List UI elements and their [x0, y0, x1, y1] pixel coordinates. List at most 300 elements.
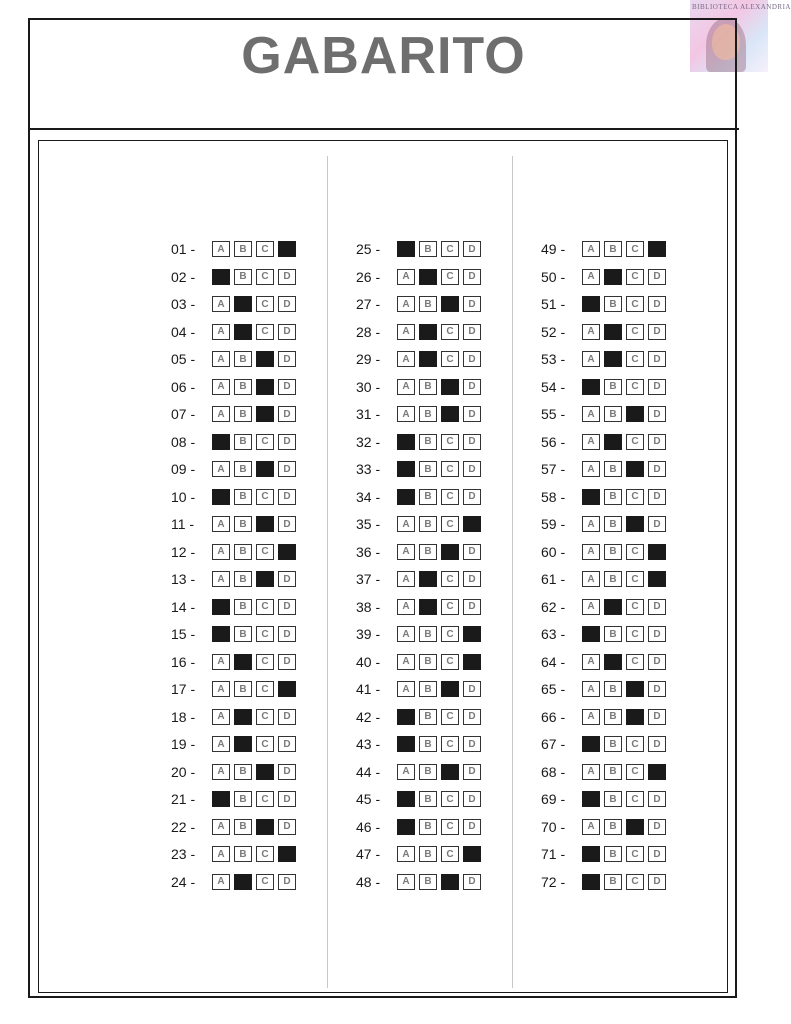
answer-options	[397, 241, 481, 257]
answer-box-c: C	[256, 681, 274, 697]
answer-options	[397, 269, 481, 285]
answer-options	[582, 241, 666, 257]
answer-row	[171, 405, 296, 423]
answer-row	[541, 295, 666, 313]
answer-options	[212, 874, 296, 890]
answer-box-c: C	[441, 626, 459, 642]
answer-box-c: C	[626, 351, 644, 367]
answer-options	[582, 626, 666, 642]
marked-answer-box	[648, 571, 666, 587]
answer-box-b: B	[419, 764, 437, 780]
answer-box-b: B	[234, 599, 252, 615]
answer-row	[171, 433, 296, 451]
answer-options	[212, 434, 296, 450]
question-number: 35 -	[356, 516, 381, 532]
answer-box-d: D	[463, 269, 481, 285]
answer-box-a: A	[582, 516, 600, 532]
answer-box-b: B	[419, 626, 437, 642]
answer-box-c: C	[256, 434, 274, 450]
answer-options	[582, 489, 666, 505]
answer-box-d: D	[648, 351, 666, 367]
question-number: 57 -	[541, 461, 566, 477]
answer-row	[541, 350, 666, 368]
answer-options	[582, 709, 666, 725]
answer-row	[541, 873, 666, 891]
answer-row	[541, 653, 666, 671]
answer-box-a: A	[582, 681, 600, 697]
answer-box-c: C	[256, 489, 274, 505]
question-number: 47 -	[356, 846, 381, 862]
answer-box-c: C	[441, 461, 459, 477]
answer-box-b: B	[419, 874, 437, 890]
answer-box-d: D	[278, 736, 296, 752]
answer-row	[171, 488, 296, 506]
answer-row	[171, 240, 296, 258]
answer-box-c: C	[256, 846, 274, 862]
marked-answer-box	[626, 819, 644, 835]
marked-answer-box	[256, 764, 274, 780]
answer-row	[356, 845, 481, 863]
answer-box-d: D	[463, 791, 481, 807]
answer-box-a: A	[212, 681, 230, 697]
answer-row	[356, 488, 481, 506]
answer-box-d: D	[463, 874, 481, 890]
marked-answer-box	[626, 709, 644, 725]
answer-box-b: B	[604, 461, 622, 477]
answer-box-b: B	[419, 241, 437, 257]
answer-box-b: B	[234, 406, 252, 422]
answer-options	[397, 434, 481, 450]
answer-box-a: A	[212, 846, 230, 862]
answer-box-d: D	[278, 269, 296, 285]
answer-box-a: A	[582, 269, 600, 285]
question-number: 62 -	[541, 598, 566, 615]
answer-options	[397, 846, 481, 862]
answer-row	[356, 433, 481, 451]
answer-box-a: A	[582, 461, 600, 477]
answer-box-a: A	[397, 406, 415, 422]
answer-box-a: A	[582, 709, 600, 725]
answer-box-b: B	[234, 846, 252, 862]
answer-row	[541, 818, 666, 836]
answer-box-b: B	[604, 379, 622, 395]
question-number: 10 -	[171, 488, 196, 505]
answer-box-c: C	[626, 571, 644, 587]
answer-box-d: D	[278, 516, 296, 532]
answer-box-a: A	[582, 406, 600, 422]
marked-answer-box	[604, 351, 622, 367]
answer-options	[212, 764, 296, 780]
answer-box-b: B	[419, 846, 437, 862]
answer-box-c: C	[441, 434, 459, 450]
marked-answer-box	[419, 599, 437, 615]
marked-answer-box	[278, 241, 296, 257]
answer-box-d: D	[278, 489, 296, 505]
answer-row	[356, 763, 481, 781]
answer-box-a: A	[582, 571, 600, 587]
marked-answer-box	[212, 626, 230, 642]
answer-row	[356, 268, 481, 286]
question-number: 39 -	[356, 626, 381, 642]
answer-options	[397, 599, 481, 615]
question-number: 11 -	[171, 516, 195, 532]
answer-box-b: B	[419, 709, 437, 725]
marked-answer-box	[441, 406, 459, 422]
marked-answer-box	[397, 819, 415, 835]
answer-box-d: D	[648, 654, 666, 670]
answer-options	[212, 296, 296, 312]
answer-box-b: B	[234, 351, 252, 367]
answer-options	[212, 489, 296, 505]
answer-box-a: A	[212, 571, 230, 587]
answer-box-d: D	[463, 709, 481, 725]
answer-box-d: D	[648, 819, 666, 835]
answer-box-b: B	[234, 434, 252, 450]
question-number: 45 -	[356, 791, 381, 807]
answer-options	[397, 819, 481, 835]
answer-box-c: C	[441, 709, 459, 725]
answer-box-b: B	[604, 406, 622, 422]
question-number: 34 -	[356, 488, 381, 505]
answer-row	[356, 378, 481, 396]
marked-answer-box	[582, 296, 600, 312]
answer-box-b: B	[234, 489, 252, 505]
answer-box-a: A	[212, 516, 230, 532]
marked-answer-box	[582, 626, 600, 642]
answer-box-b: B	[604, 709, 622, 725]
answer-row	[356, 653, 481, 671]
question-number: 15 -	[171, 626, 196, 642]
answer-box-d: D	[463, 434, 481, 450]
marked-answer-box	[441, 296, 459, 312]
question-number: 30 -	[356, 378, 381, 395]
answer-box-a: A	[212, 324, 230, 340]
marked-answer-box	[212, 791, 230, 807]
answer-box-c: C	[441, 489, 459, 505]
question-number: 48 -	[356, 873, 381, 890]
answer-row	[541, 378, 666, 396]
question-number: 65 -	[541, 681, 566, 697]
answer-box-b: B	[419, 654, 437, 670]
answer-row	[541, 488, 666, 506]
marked-answer-box	[397, 434, 415, 450]
answer-options	[212, 379, 296, 395]
answer-row	[541, 845, 666, 863]
answer-box-a: A	[212, 709, 230, 725]
answer-box-b: B	[234, 379, 252, 395]
question-number: 43 -	[356, 736, 381, 752]
answer-row	[171, 763, 296, 781]
answer-box-b: B	[234, 461, 252, 477]
answer-box-a: A	[212, 874, 230, 890]
answer-box-b: B	[419, 681, 437, 697]
answer-box-a: A	[582, 819, 600, 835]
answer-box-b: B	[604, 819, 622, 835]
answer-box-b: B	[604, 489, 622, 505]
question-number: 66 -	[541, 708, 566, 725]
question-number: 24 -	[171, 873, 196, 890]
question-number: 05 -	[171, 351, 196, 367]
answer-box-c: C	[626, 434, 644, 450]
question-number: 56 -	[541, 433, 566, 450]
answer-box-b: B	[604, 846, 622, 862]
answer-box-b: B	[419, 791, 437, 807]
answer-options	[212, 736, 296, 752]
answer-options	[582, 654, 666, 670]
question-number: 09 -	[171, 461, 196, 477]
answer-box-a: A	[397, 599, 415, 615]
marked-answer-box	[278, 846, 296, 862]
marked-answer-box	[441, 379, 459, 395]
answer-box-c: C	[256, 791, 274, 807]
marked-answer-box	[397, 461, 415, 477]
answer-options	[397, 709, 481, 725]
answer-box-d: D	[463, 764, 481, 780]
answer-options	[582, 544, 666, 560]
question-number: 32 -	[356, 433, 381, 450]
marked-answer-box	[441, 874, 459, 890]
answer-options	[397, 736, 481, 752]
answer-box-b: B	[604, 296, 622, 312]
answer-box-d: D	[648, 461, 666, 477]
answer-box-b: B	[419, 516, 437, 532]
answer-box-b: B	[234, 571, 252, 587]
answer-row	[171, 515, 296, 533]
answer-box-b: B	[604, 571, 622, 587]
answer-box-d: D	[463, 379, 481, 395]
question-number: 02 -	[171, 268, 196, 285]
answer-box-c: C	[256, 599, 274, 615]
answer-box-b: B	[234, 791, 252, 807]
marked-answer-box	[397, 489, 415, 505]
answer-options	[212, 406, 296, 422]
marked-answer-box	[626, 406, 644, 422]
answer-box-a: A	[397, 681, 415, 697]
answer-row	[171, 680, 296, 698]
answer-options	[397, 874, 481, 890]
answer-options	[582, 874, 666, 890]
answer-box-c: C	[256, 654, 274, 670]
answer-options	[212, 544, 296, 560]
answer-box-a: A	[212, 379, 230, 395]
answer-row	[541, 405, 666, 423]
answer-box-c: C	[441, 819, 459, 835]
marked-answer-box	[648, 764, 666, 780]
answer-box-c: C	[626, 846, 644, 862]
answer-options	[582, 461, 666, 477]
answer-box-d: D	[463, 296, 481, 312]
answer-box-a: A	[397, 764, 415, 780]
marked-answer-box	[463, 626, 481, 642]
marked-answer-box	[419, 571, 437, 587]
marked-answer-box	[604, 324, 622, 340]
answer-row	[356, 790, 481, 808]
answer-box-d: D	[278, 461, 296, 477]
answer-box-a: A	[212, 764, 230, 780]
answer-row	[356, 323, 481, 341]
answer-box-b: B	[419, 736, 437, 752]
answer-box-b: B	[604, 626, 622, 642]
answer-box-d: D	[648, 296, 666, 312]
question-number: 60 -	[541, 543, 566, 560]
question-number: 59 -	[541, 516, 566, 532]
answer-options	[397, 324, 481, 340]
question-number: 20 -	[171, 763, 196, 780]
answer-box-a: A	[397, 516, 415, 532]
answer-box-c: C	[441, 269, 459, 285]
answer-box-c: C	[256, 296, 274, 312]
question-number: 29 -	[356, 351, 381, 367]
answer-options	[582, 681, 666, 697]
question-number: 28 -	[356, 323, 381, 340]
marked-answer-box	[582, 736, 600, 752]
answer-box-a: A	[212, 819, 230, 835]
answer-options	[397, 544, 481, 560]
answer-box-b: B	[419, 406, 437, 422]
answer-row	[171, 625, 296, 643]
answer-box-b: B	[419, 489, 437, 505]
answer-box-d: D	[648, 516, 666, 532]
answer-box-c: C	[441, 351, 459, 367]
marked-answer-box	[278, 544, 296, 560]
answer-options	[582, 571, 666, 587]
answer-box-c: C	[441, 654, 459, 670]
marked-answer-box	[397, 791, 415, 807]
marked-answer-box	[397, 241, 415, 257]
answer-box-b: B	[234, 819, 252, 835]
answer-box-c: C	[441, 516, 459, 532]
header-divider	[28, 128, 739, 130]
question-number: 06 -	[171, 378, 196, 395]
marked-answer-box	[256, 819, 274, 835]
answer-options	[397, 681, 481, 697]
marked-answer-box	[419, 324, 437, 340]
answer-box-c: C	[256, 874, 274, 890]
answer-row	[356, 543, 481, 561]
answer-options	[397, 351, 481, 367]
answer-options	[212, 599, 296, 615]
answer-row	[541, 598, 666, 616]
marked-answer-box	[212, 269, 230, 285]
answer-box-c: C	[256, 269, 274, 285]
answer-box-b: B	[604, 791, 622, 807]
marked-answer-box	[397, 736, 415, 752]
answer-box-c: C	[256, 324, 274, 340]
answer-box-d: D	[463, 461, 481, 477]
logo-text: BIBLIOTECA ALEXANDRIA	[692, 3, 791, 11]
answer-box-d: D	[648, 626, 666, 642]
answer-options	[212, 846, 296, 862]
answer-row	[171, 818, 296, 836]
answer-box-a: A	[397, 544, 415, 560]
answer-box-a: A	[582, 544, 600, 560]
answer-box-b: B	[419, 544, 437, 560]
question-number: 71 -	[541, 846, 566, 862]
answer-box-d: D	[648, 324, 666, 340]
answer-box-a: A	[212, 241, 230, 257]
answer-box-b: B	[234, 269, 252, 285]
answer-box-d: D	[648, 791, 666, 807]
question-number: 52 -	[541, 323, 566, 340]
answer-box-c: C	[626, 379, 644, 395]
answer-box-c: C	[626, 296, 644, 312]
answer-row	[541, 433, 666, 451]
answer-row	[356, 240, 481, 258]
answer-box-c: C	[626, 489, 644, 505]
answer-box-d: D	[648, 846, 666, 862]
answer-options	[212, 819, 296, 835]
answer-box-c: C	[256, 241, 274, 257]
answer-box-d: D	[278, 434, 296, 450]
answer-box-a: A	[397, 379, 415, 395]
answer-options	[397, 791, 481, 807]
question-number: 12 -	[171, 543, 196, 560]
answer-row	[356, 818, 481, 836]
answer-box-c: C	[626, 269, 644, 285]
marked-answer-box	[441, 544, 459, 560]
question-number: 69 -	[541, 791, 566, 807]
marked-answer-box	[256, 351, 274, 367]
answer-options	[582, 736, 666, 752]
answer-box-a: A	[212, 351, 230, 367]
answer-row	[171, 268, 296, 286]
answer-box-a: A	[212, 406, 230, 422]
question-number: 07 -	[171, 406, 196, 422]
answer-box-a: A	[212, 296, 230, 312]
question-number: 03 -	[171, 296, 196, 312]
answer-box-d: D	[278, 764, 296, 780]
answer-box-d: D	[278, 791, 296, 807]
marked-answer-box	[626, 681, 644, 697]
answer-box-d: D	[278, 654, 296, 670]
answer-box-b: B	[234, 241, 252, 257]
answer-row	[171, 350, 296, 368]
marked-answer-box	[256, 571, 274, 587]
answer-row	[541, 708, 666, 726]
answer-box-a: A	[582, 599, 600, 615]
marked-answer-box	[626, 516, 644, 532]
question-number: 42 -	[356, 708, 381, 725]
question-number: 72 -	[541, 873, 566, 890]
answer-row	[171, 790, 296, 808]
marked-answer-box	[419, 351, 437, 367]
answer-box-b: B	[234, 544, 252, 560]
answer-box-c: C	[441, 571, 459, 587]
answer-options	[397, 461, 481, 477]
answer-options	[582, 351, 666, 367]
answer-options	[212, 461, 296, 477]
answer-box-d: D	[648, 736, 666, 752]
answer-box-d: D	[463, 544, 481, 560]
question-number: 19 -	[171, 736, 196, 752]
answer-box-a: A	[397, 296, 415, 312]
question-number: 26 -	[356, 268, 381, 285]
marked-answer-box	[441, 681, 459, 697]
marked-answer-box	[648, 544, 666, 560]
answer-box-c: C	[441, 846, 459, 862]
answer-row	[541, 240, 666, 258]
question-number: 53 -	[541, 351, 566, 367]
answer-row	[541, 570, 666, 588]
answer-row	[171, 543, 296, 561]
marked-answer-box	[463, 846, 481, 862]
answer-row	[541, 735, 666, 753]
answer-box-a: A	[582, 764, 600, 780]
answer-options	[582, 764, 666, 780]
question-number: 64 -	[541, 653, 566, 670]
answer-box-a: A	[397, 626, 415, 642]
answer-box-a: A	[397, 874, 415, 890]
